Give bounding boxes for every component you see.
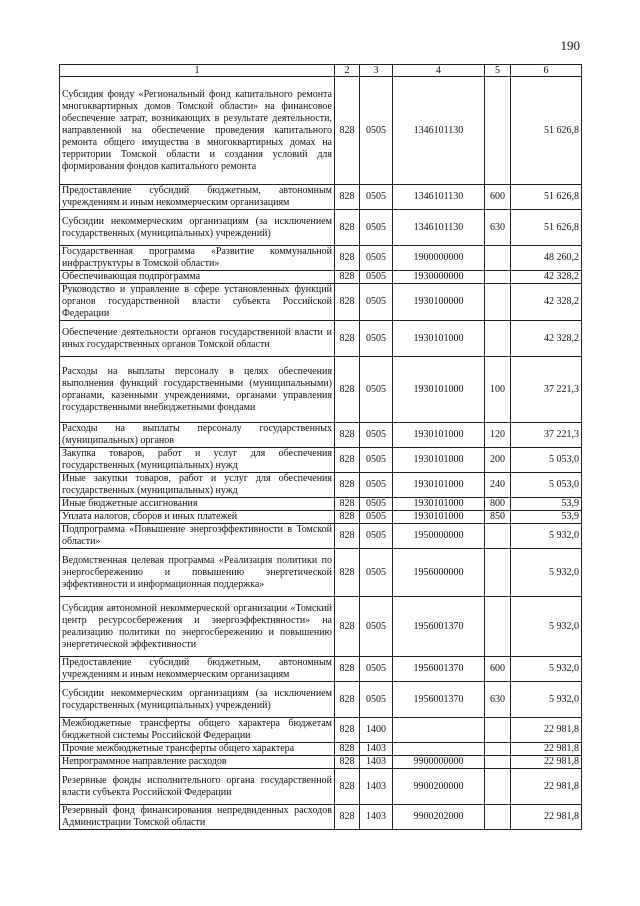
code-section: 1403 — [360, 756, 393, 769]
column-header: 2 — [335, 65, 360, 77]
code-section: 0505 — [360, 657, 393, 682]
code-target-article: 1956001370 — [393, 657, 485, 682]
code-target-article: 1930101000 — [393, 357, 485, 423]
code-target-article: 1930100000 — [393, 284, 485, 321]
code-section: 0505 — [360, 185, 393, 210]
code-target-article: 1346101130 — [393, 185, 485, 210]
code-ministry: 828 — [335, 246, 360, 271]
table-row — [60, 448, 582, 473]
table-row — [60, 185, 582, 210]
page-number: 190 — [560, 38, 580, 53]
table-row — [60, 321, 582, 357]
amount: 51 626,8 — [511, 77, 582, 185]
code-section: 0505 — [360, 321, 393, 357]
amount: 5 932,0 — [511, 597, 582, 657]
code-ministry: 828 — [335, 718, 360, 743]
code-target-article: 9900000000 — [393, 756, 485, 769]
amount: 22 981,8 — [511, 718, 582, 743]
amount: 5 932,0 — [511, 682, 582, 718]
code-section: 0505 — [360, 524, 393, 549]
code-ministry: 828 — [335, 657, 360, 682]
amount: 48 260,2 — [511, 246, 582, 271]
budget-table — [59, 64, 582, 830]
column-header: 6 — [511, 65, 582, 77]
code-ministry: 828 — [335, 743, 360, 756]
code-ministry: 828 — [335, 769, 360, 805]
code-ministry: 828 — [335, 524, 360, 549]
amount: 42 328,2 — [511, 271, 582, 284]
amount: 5 932,0 — [511, 524, 582, 549]
code-section: 1403 — [360, 769, 393, 805]
code-expense-type — [485, 805, 511, 830]
code-section: 0505 — [360, 448, 393, 473]
table-body — [60, 77, 582, 830]
row-name: Руководство и управление в сфере установленных функций органов государственной власти субъекта Российской Федерации — [60, 284, 335, 321]
code-target-article: 1930101000 — [393, 473, 485, 498]
code-target-article: 1930101000 — [393, 498, 485, 511]
code-expense-type: 630 — [485, 210, 511, 246]
code-expense-type — [485, 271, 511, 284]
code-target-article: 1930101000 — [393, 448, 485, 473]
code-expense-type: 200 — [485, 448, 511, 473]
code-section: 0505 — [360, 210, 393, 246]
row-name: Ведомственная целевая программа «Реализация политики по энергосбережению и повышению энергетической эффективности и информационная поддержка» — [60, 549, 335, 597]
code-expense-type: 630 — [485, 682, 511, 718]
code-expense-type — [485, 284, 511, 321]
code-section: 0505 — [360, 284, 393, 321]
table-row — [60, 210, 582, 246]
code-target-article: 1956000000 — [393, 549, 485, 597]
row-name: Субсидия автономной некоммерческой организации «Томский центр ресурсосбережения и энергоэффективности» на реализацию политики по энергосбережению и повышению энергетической эффективности — [60, 597, 335, 657]
row-name: Субсидии некоммерческим организациям (за исключением государственных (муниципальных) учреждений) — [60, 210, 335, 246]
code-ministry: 828 — [335, 682, 360, 718]
table-header-row — [60, 65, 582, 77]
amount: 51 626,8 — [511, 210, 582, 246]
row-name: Обеспечение деятельности органов государственной власти и иных государственных органов Томской области — [60, 321, 335, 357]
code-section: 1400 — [360, 718, 393, 743]
code-expense-type: 100 — [485, 357, 511, 423]
code-ministry: 828 — [335, 511, 360, 524]
column-header: 3 — [360, 65, 393, 77]
code-ministry: 828 — [335, 321, 360, 357]
table-row — [60, 549, 582, 597]
code-ministry: 828 — [335, 185, 360, 210]
code-section: 0505 — [360, 597, 393, 657]
code-expense-type: 120 — [485, 423, 511, 448]
code-expense-type — [485, 743, 511, 756]
row-name: Предоставление субсидий бюджетным, автономным учреждениям и иным некоммерческим организациям — [60, 657, 335, 682]
code-ministry: 828 — [335, 77, 360, 185]
table-row — [60, 246, 582, 271]
code-target-article: 9900202000 — [393, 805, 485, 830]
amount: 22 981,8 — [511, 743, 582, 756]
code-expense-type — [485, 321, 511, 357]
row-name: Иные бюджетные ассигнования — [60, 498, 335, 511]
amount: 22 981,8 — [511, 805, 582, 830]
table-row — [60, 597, 582, 657]
table-row — [60, 657, 582, 682]
table-row — [60, 473, 582, 498]
code-section: 1403 — [360, 805, 393, 830]
code-target-article — [393, 743, 485, 756]
code-target-article: 1346101130 — [393, 210, 485, 246]
code-section: 0505 — [360, 473, 393, 498]
table-row — [60, 805, 582, 830]
table-row — [60, 743, 582, 756]
code-ministry: 828 — [335, 498, 360, 511]
code-target-article: 1930101000 — [393, 511, 485, 524]
row-name: Субсидия фонду «Региональный фонд капитального ремонта многоквартирных домов Томской области» на финансовое обеспечение затрат, возникающих в результате деятельности, направленной на обеспечение проведения капитального ремонта общего имущества в многоквартирных домах на территории Томской области и создания условий для формирования фондов капитального ремонта — [60, 77, 335, 185]
table-row — [60, 718, 582, 743]
code-section: 0505 — [360, 271, 393, 284]
code-target-article: 1950000000 — [393, 524, 485, 549]
table-row — [60, 423, 582, 448]
code-section: 0505 — [360, 511, 393, 524]
amount: 53,9 — [511, 498, 582, 511]
code-expense-type — [485, 77, 511, 185]
table-row — [60, 284, 582, 321]
column-header: 4 — [393, 65, 485, 77]
amount: 5 932,0 — [511, 549, 582, 597]
code-expense-type: 600 — [485, 657, 511, 682]
row-name: Субсидии некоммерческим организациям (за исключением государственных (муниципальных) учреждений) — [60, 682, 335, 718]
code-expense-type — [485, 597, 511, 657]
code-section: 0505 — [360, 498, 393, 511]
row-name: Резервные фонды исполнительного органа государственной власти субъекта Российской Федерации — [60, 769, 335, 805]
code-expense-type — [485, 549, 511, 597]
code-target-article: 9900200000 — [393, 769, 485, 805]
amount: 42 328,2 — [511, 321, 582, 357]
code-ministry: 828 — [335, 805, 360, 830]
code-ministry: 828 — [335, 284, 360, 321]
code-ministry: 828 — [335, 597, 360, 657]
code-target-article — [393, 718, 485, 743]
amount: 53,9 — [511, 511, 582, 524]
code-ministry: 828 — [335, 473, 360, 498]
code-expense-type — [485, 718, 511, 743]
code-expense-type: 800 — [485, 498, 511, 511]
row-name: Межбюджетные трансферты общего характера бюджетам бюджетной системы Российской Федерации — [60, 718, 335, 743]
table-row — [60, 511, 582, 524]
table-row — [60, 77, 582, 185]
table-row — [60, 769, 582, 805]
code-target-article: 1930101000 — [393, 423, 485, 448]
code-expense-type — [485, 756, 511, 769]
row-name: Резервный фонд финансирования непредвиденных расходов Администрации Томской области — [60, 805, 335, 830]
table-row — [60, 498, 582, 511]
code-section: 0505 — [360, 357, 393, 423]
amount: 37 221,3 — [511, 357, 582, 423]
code-section: 0505 — [360, 682, 393, 718]
code-target-article: 1956001370 — [393, 597, 485, 657]
amount: 5 053,0 — [511, 473, 582, 498]
code-ministry: 828 — [335, 549, 360, 597]
code-section: 0505 — [360, 77, 393, 185]
code-target-article: 1930000000 — [393, 271, 485, 284]
amount: 22 981,8 — [511, 756, 582, 769]
table-row — [60, 682, 582, 718]
row-name: Предоставление субсидий бюджетным, автономным учреждениям и иным некоммерческим организациям — [60, 185, 335, 210]
table-row — [60, 357, 582, 423]
code-section: 0505 — [360, 549, 393, 597]
code-ministry: 828 — [335, 210, 360, 246]
row-name: Иные закупки товаров, работ и услуг для обеспечения государственных (муниципальных) нужд — [60, 473, 335, 498]
code-expense-type — [485, 524, 511, 549]
code-section: 0505 — [360, 423, 393, 448]
column-header: 1 — [60, 65, 335, 77]
code-ministry: 828 — [335, 423, 360, 448]
row-name: Обеспечивающая подпрограмма — [60, 271, 335, 284]
amount: 42 328,2 — [511, 284, 582, 321]
row-name: Государственная программа «Развитие коммунальной инфраструктуры в Томской области» — [60, 246, 335, 271]
row-name: Расходы на выплаты персоналу государственных (муниципальных) органов — [60, 423, 335, 448]
code-expense-type: 850 — [485, 511, 511, 524]
row-name: Подпрограмма «Повышение энергоэффективности в Томской области» — [60, 524, 335, 549]
amount: 22 981,8 — [511, 769, 582, 805]
code-target-article: 1346101130 — [393, 77, 485, 185]
row-name: Уплата налогов, сборов и иных платежей — [60, 511, 335, 524]
code-ministry: 828 — [335, 271, 360, 284]
code-ministry: 828 — [335, 756, 360, 769]
table-row — [60, 524, 582, 549]
code-expense-type: 240 — [485, 473, 511, 498]
code-expense-type — [485, 246, 511, 271]
row-name: Прочие межбюджетные трансферты общего характера — [60, 743, 335, 756]
amount: 37 221,3 — [511, 423, 582, 448]
code-section: 1403 — [360, 743, 393, 756]
row-name: Непрограммное направление расходов — [60, 756, 335, 769]
amount: 51 626,8 — [511, 185, 582, 210]
amount: 5 053,0 — [511, 448, 582, 473]
code-expense-type — [485, 769, 511, 805]
row-name: Расходы на выплаты персоналу в целях обеспечения выполнения функций государственными (муниципальными) органами, казенными учреждениями, органами управления государственными внебюджетными фондами — [60, 357, 335, 423]
code-section: 0505 — [360, 246, 393, 271]
code-ministry: 828 — [335, 357, 360, 423]
amount: 5 932,0 — [511, 657, 582, 682]
code-expense-type: 600 — [485, 185, 511, 210]
code-target-article: 1900000000 — [393, 246, 485, 271]
code-target-article: 1956001370 — [393, 682, 485, 718]
table-row — [60, 756, 582, 769]
code-ministry: 828 — [335, 448, 360, 473]
code-target-article: 1930101000 — [393, 321, 485, 357]
row-name: Закупка товаров, работ и услуг для обеспечения государственных (муниципальных) нужд — [60, 448, 335, 473]
table-row — [60, 271, 582, 284]
column-header: 5 — [485, 65, 511, 77]
